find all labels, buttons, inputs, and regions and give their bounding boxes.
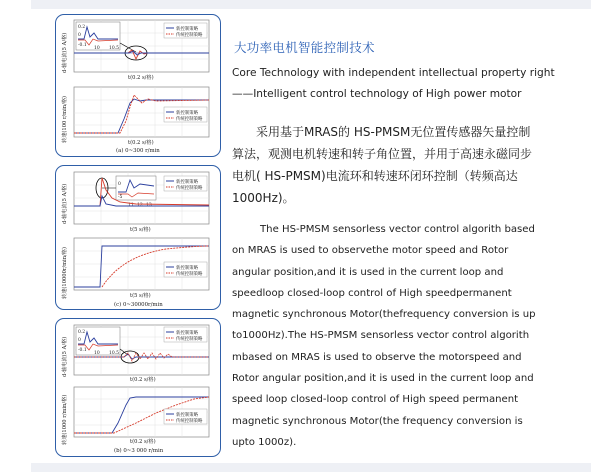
ylabel-top: d-轴电流(5 A/格) bbox=[62, 32, 68, 73]
figure-caption: (c) 0~30000r/min bbox=[114, 302, 163, 308]
chinese-description: 采用基于MRAS的 HS-PMSM无位置传感器矢量控制算法，观测电机转速和转子角位置，并用于高速永磁同步电机( HS-PMSM)电流环和转速环闭环控制（转频高达1000Hz)。 bbox=[232, 125, 533, 205]
ylabel-top: d-轴电流(5 A/格) bbox=[62, 336, 68, 377]
legend-label-new: 新控制策略 bbox=[176, 266, 198, 271]
inset-xtick-1: 10 bbox=[94, 351, 100, 356]
inset-tick-2: 0 bbox=[78, 33, 81, 38]
inset-tick-1: 0.2 bbox=[78, 330, 86, 335]
inset-xtick-3: 13 bbox=[146, 203, 152, 208]
subtitle-line-1: Core Technology with independent intellectual property right bbox=[232, 67, 555, 79]
legend-label-trad: 传统控制策略 bbox=[176, 272, 203, 277]
inset-xtick-2: 10.5 bbox=[109, 46, 120, 51]
xlabel-top: t(0.2 s/格) bbox=[128, 75, 154, 81]
xlabel-bottom: t(0.2 s/格) bbox=[128, 140, 154, 146]
legend-label-trad: 传统控制策略 bbox=[176, 337, 203, 342]
legend-label-trad: 传统控制策略 bbox=[176, 33, 203, 38]
legend-label-trad: 传统控制策略 bbox=[176, 419, 203, 424]
xlabel-top: t(0.2 s/格) bbox=[130, 377, 156, 383]
ylabel-top: d-轴电流(5 A/格) bbox=[62, 183, 68, 224]
inset-xtick-2: 12 bbox=[137, 203, 143, 208]
legend-label-new: 新控制策略 bbox=[176, 413, 198, 418]
xlabel-bottom: t(5 s/格) bbox=[130, 293, 151, 299]
legend-label-trad: 传统控制策略 bbox=[176, 186, 203, 191]
inset-tick-3: -0.1 bbox=[78, 348, 87, 353]
figure-panel-c bbox=[55, 165, 221, 310]
figure-caption: (b) 0~3 000 r/min bbox=[114, 448, 164, 454]
inset-tick-2: -5 bbox=[118, 195, 123, 200]
inset-xtick-1: 11 bbox=[128, 203, 134, 208]
figure-c-graphic bbox=[56, 166, 220, 309]
inset-tick-1: 0 bbox=[118, 182, 121, 187]
subtitle-line-2: ——Intelligent control technology of High power motor bbox=[232, 88, 522, 100]
inset-xtick-2: 10.5 bbox=[109, 351, 120, 356]
inset-xtick-1: 10 bbox=[94, 46, 100, 51]
ylabel-bottom: 转速(100 r/min/格) bbox=[62, 95, 68, 143]
bottom-banner-strip bbox=[31, 463, 591, 472]
legend-label-new: 新控制策略 bbox=[176, 331, 198, 336]
inset-tick-1: 0.2 bbox=[78, 25, 86, 30]
xlabel-bottom: t(0.2 s/格) bbox=[130, 439, 156, 445]
legend-label-new: 新控制策略 bbox=[176, 180, 198, 185]
section-heading: 大功率电机智能控制技术 bbox=[234, 40, 375, 55]
figure-caption: (a) 0~300 r/min bbox=[116, 148, 160, 154]
xlabel-top: t(5 s/格) bbox=[130, 227, 151, 233]
inset-tick-2: 0 bbox=[78, 338, 81, 343]
figure-panel-b bbox=[55, 318, 221, 457]
top-banner-strip bbox=[31, 0, 591, 9]
figure-b-graphic bbox=[56, 319, 220, 456]
figure-panel-a bbox=[55, 14, 221, 157]
legend-label-new: 新控制策略 bbox=[176, 111, 198, 116]
figure-a-graphic bbox=[56, 15, 220, 156]
legend-label-new: 新控制策略 bbox=[176, 27, 198, 32]
ylabel-bottom: 转速(10000r/min/格) bbox=[62, 246, 68, 299]
inset-tick-3: -0.1 bbox=[78, 43, 87, 48]
english-description: The HS-PMSM sensorless vector control algorith based on MRAS is used to observethe motor speed and Rotor angular position,and it is used in the current loop and speedloop closed-loop control of High speedpermanent magnetic synchronous Motor(thefrequency conversion is up to1000Hz).The HS-PMSM sensorless vector control algorith mbased on MRAS is used to observe the motorspeed and Rotor angular position,and it is used in the current loop and speed loop closed-loop control of High speed permanent magnetic synchronous Motor(the frequency conversion is upto 1000z). bbox=[232, 224, 536, 448]
ylabel-bottom: 转速(1000 r/min/格) bbox=[62, 394, 68, 445]
legend-label-trad: 传统控制策略 bbox=[176, 117, 203, 122]
